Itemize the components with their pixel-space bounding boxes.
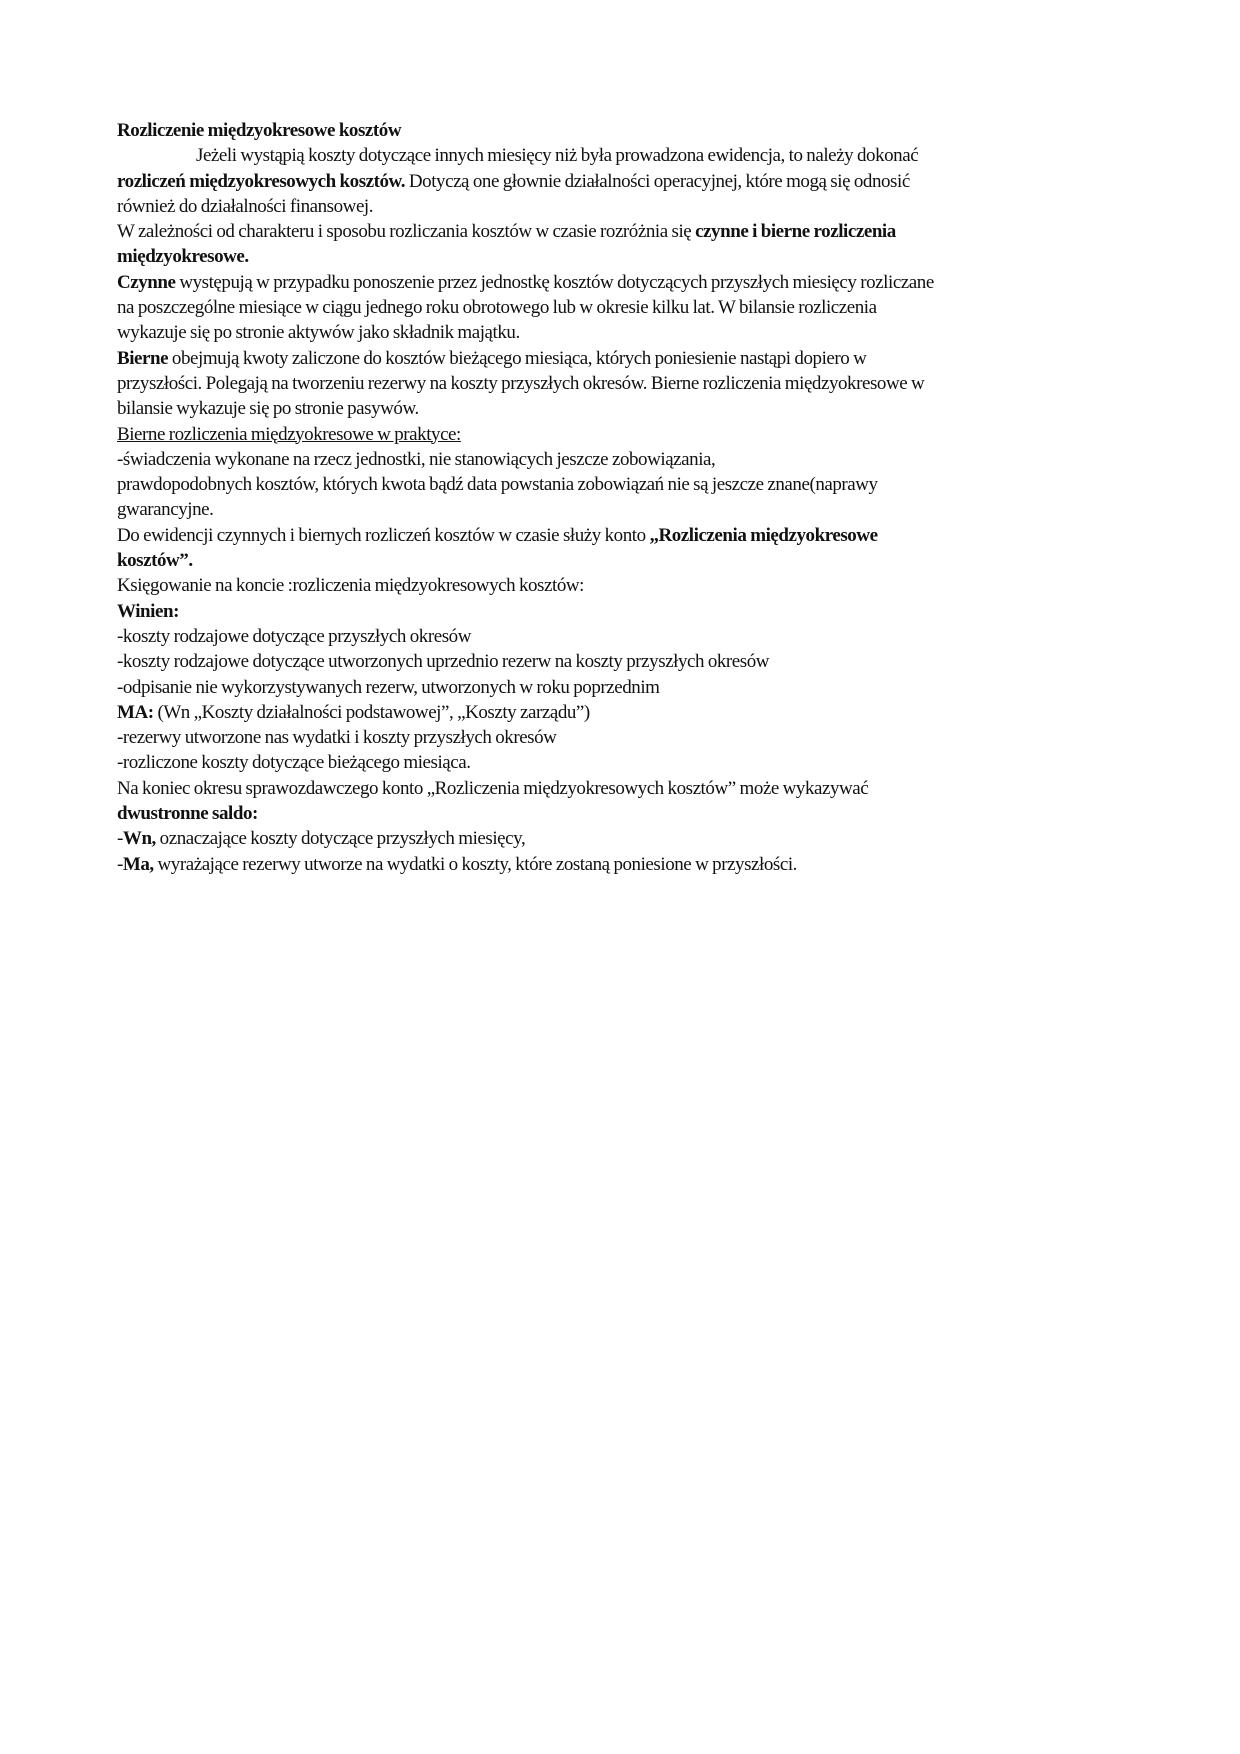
- bold-text: Ma,: [122, 853, 154, 875]
- text-segment: oznaczające koszty dotyczące przyszłych miesięcy,: [155, 828, 526, 850]
- text-segment: obejmują kwoty zaliczone do kosztów bieżącego miesiąca, których poniesienie nastąpi dopiero w: [168, 347, 867, 369]
- text-line: [117, 548, 1127, 573]
- text-segment: prawdopodobnych kosztów, których kwota bądź data powstania zobowiązań nie są jeszcze znane(naprawy: [117, 474, 878, 496]
- text-segment: przyszłości. Polegają na tworzeniu rezerwy na koszty przyszłych okresów. Bierne rozliczenia międzyokresowe w: [117, 372, 925, 394]
- text-line: [117, 826, 1127, 851]
- text-segment: również do działalności finansowej.: [117, 195, 374, 217]
- bold-text: rozliczeń międzyokresowych kosztów.: [117, 170, 406, 192]
- text-segment: -odpisanie nie wykorzystywanych rezerw, utworzonych w roku poprzednim: [117, 676, 660, 698]
- text-line: [117, 396, 1127, 421]
- text-line: [117, 320, 1127, 345]
- text-line: [117, 270, 1127, 295]
- text-line: [117, 523, 1127, 548]
- underlined-text: Bierne rozliczenia międzyokresowe w praktyce:: [117, 423, 461, 445]
- text-segment: -rozliczone koszty dotyczące bieżącego miesiąca.: [117, 752, 471, 774]
- text-line: [117, 169, 1127, 194]
- document-body: [117, 143, 1127, 877]
- text-line: [117, 776, 1127, 801]
- text-line: [117, 750, 1127, 775]
- text-line: [117, 599, 1127, 624]
- document-page: [117, 118, 1127, 877]
- text-segment: bilansie wykazuje się po stronie pasywów.: [117, 398, 419, 420]
- text-segment: -: [117, 853, 123, 875]
- bold-text: „Rozliczenia międzyokresowe: [649, 524, 878, 546]
- text-line: [117, 219, 1127, 244]
- text-line: [117, 472, 1127, 497]
- text-line: [117, 447, 1127, 472]
- text-line: [117, 346, 1127, 371]
- text-segment: wyrażające rezerwy utworze na wydatki o koszty, które zostaną poniesione w przyszłości.: [153, 853, 797, 875]
- text-line: [117, 422, 1127, 447]
- text-segment: Księgowanie na koncie :rozliczenia międzyokresowych kosztów:: [117, 575, 584, 597]
- text-segment: -świadczenia wykonane na rzecz jednostki, nie stanowiących jeszcze zobowiązania,: [117, 448, 716, 470]
- text-segment: wykazuje się po stronie aktywów jako składnik majątku.: [117, 322, 520, 344]
- bold-text: kosztów”.: [117, 550, 193, 572]
- title-text: Rozliczenie międzyokresowe kosztów: [117, 120, 402, 141]
- text-line: [117, 801, 1127, 826]
- text-segment: gwarancyjne.: [117, 499, 214, 521]
- text-segment: (Wn „Koszty działalności podstawowej”, „Koszty zarządu”): [153, 701, 590, 723]
- bold-text: Czynne: [117, 271, 176, 293]
- text-segment: W zależności od charakteru i sposobu rozliczania kosztów w czasie rozróżnia się: [117, 221, 696, 243]
- bold-text: Bierne: [117, 347, 169, 369]
- bold-text: Wn,: [122, 828, 156, 850]
- bold-text: czynne i bierne rozliczenia: [695, 221, 896, 243]
- document-title: [117, 118, 1127, 143]
- text-line: [117, 244, 1127, 269]
- text-segment: -koszty rodzajowe dotyczące utworzonych uprzednio rezerw na koszty przyszłych okresów: [117, 651, 770, 673]
- text-segment: Do ewidencji czynnych i biernych rozliczeń kosztów w czasie służy konto: [117, 524, 650, 546]
- text-segment: -rezerwy utworzone nas wydatki i koszty przyszłych okresów: [117, 727, 557, 749]
- text-line: [117, 497, 1127, 522]
- text-line: [117, 675, 1127, 700]
- text-segment: Jeżeli wystąpią koszty dotyczące innych miesięcy niż była prowadzona ewidencja, to należy dokonać: [196, 145, 919, 167]
- text-line: [117, 371, 1127, 396]
- text-segment: -koszty rodzajowe dotyczące przyszłych okresów: [117, 625, 471, 647]
- bold-text: dwustronne saldo:: [117, 803, 258, 825]
- text-segment: -: [117, 828, 123, 850]
- text-line: [117, 700, 1127, 725]
- text-line: [117, 624, 1127, 649]
- text-line: [117, 143, 1127, 168]
- bold-text: Winien:: [117, 600, 179, 622]
- text-segment: występują w przypadku ponoszenie przez jednostkę kosztów dotyczących przyszłych miesięcy rozliczane: [175, 271, 934, 293]
- text-segment: Na koniec okresu sprawozdawczego konto „Rozliczenia międzyokresowych kosztów” może wykazywać: [117, 777, 869, 799]
- text-line: [117, 295, 1127, 320]
- text-line: [117, 725, 1127, 750]
- bold-text: międzyokresowe.: [117, 246, 249, 268]
- text-line: [117, 649, 1127, 674]
- text-line: [117, 573, 1127, 598]
- text-line: [117, 852, 1127, 877]
- text-line: [117, 194, 1127, 219]
- bold-text: MA:: [117, 701, 154, 723]
- text-segment: na poszczególne miesiące w ciągu jednego roku obrotowego lub w okresie kilku lat. W bilansie rozliczenia: [117, 297, 877, 319]
- text-segment: Dotyczą one głownie działalności operacyjnej, które mogą się odnosić: [405, 170, 910, 192]
